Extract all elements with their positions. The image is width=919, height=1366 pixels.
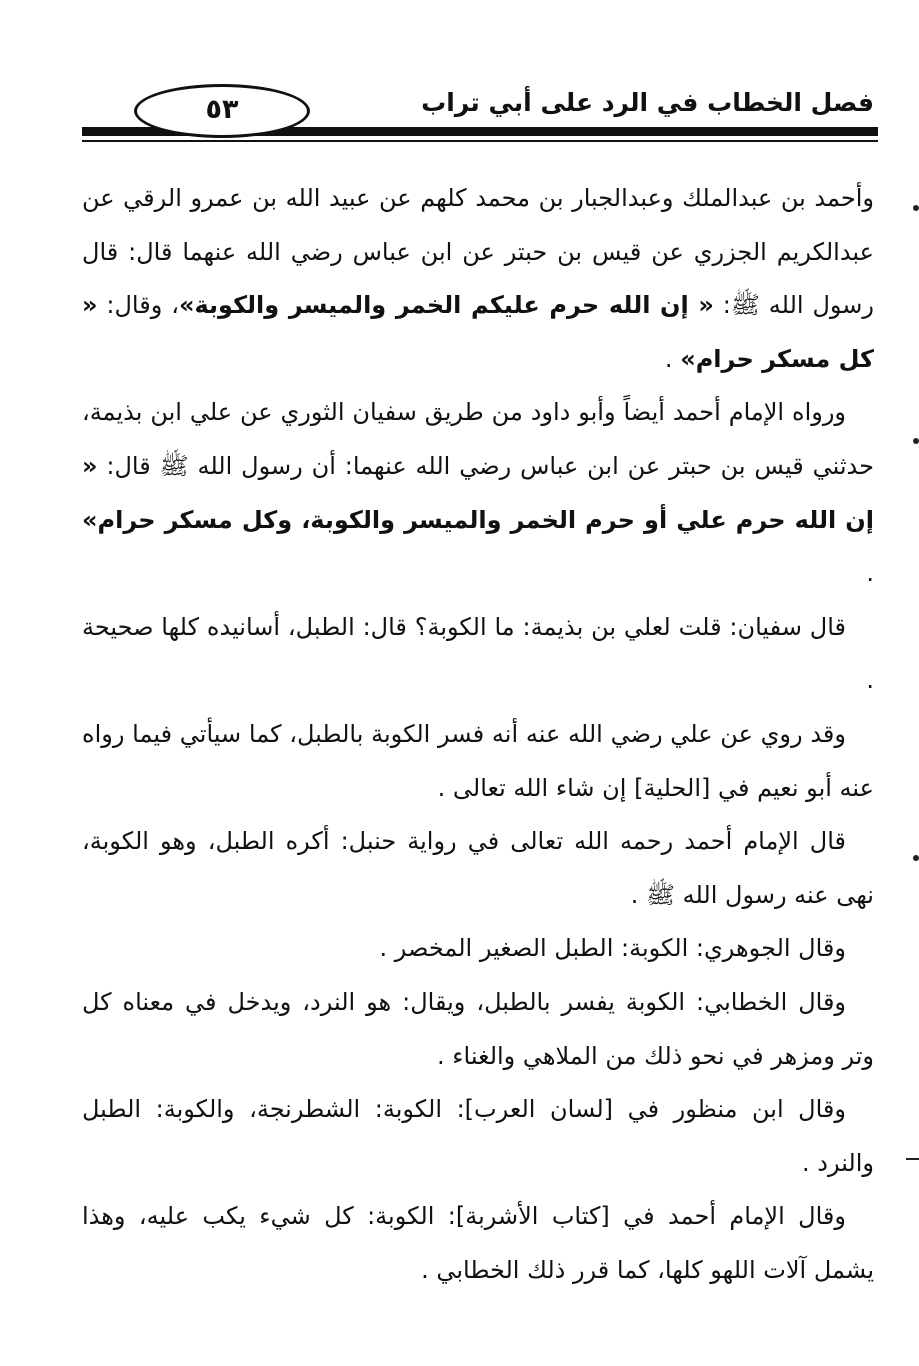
paragraph-3 bbox=[82, 601, 874, 708]
paragraph-text: وقال الإمام أحمد في [كتاب الأشربة]: الكوبة: كل شيء يكب عليه، وهذا يشمل آلات اللهو كلها، كما قرر ذلك الخطابي . bbox=[82, 1202, 874, 1284]
paragraph-text: ، وقال: bbox=[97, 291, 179, 320]
hadith-quote: « إن الله حرم عليكم الخمر والميسر والكوبة» bbox=[178, 291, 714, 320]
running-title: فصل الخطاب في الرد على أبي تراب bbox=[421, 88, 874, 117]
paragraph-text: وقد روي عن علي رضي الله عنه أنه فسر الكوبة بالطبل، كما سيأتي فيما رواه عنه أبو نعيم في [الحلية] إن شاء الله تعالى . bbox=[82, 719, 874, 802]
margin-mark bbox=[913, 205, 919, 211]
paragraph-6 bbox=[82, 922, 874, 976]
paragraph-text: . bbox=[664, 344, 681, 373]
paragraph-text: وأحمد بن عبدالملك وعبدالجبار بن محمد كلهم عن عبيد الله بن عمرو الرقي عن عبدالكريم الجزري عن قيس بن حبتر عن ابن عباس رضي الله عنهما قال: قال رسول الله ﷺ: bbox=[82, 184, 875, 320]
paragraph-text: وقال ابن منظور في [لسان العرب]: الكوبة: الشطرنجة، والكوبة: الطبل والنرد . bbox=[82, 1095, 874, 1177]
paragraph-text: قال الإمام أحمد رحمه الله تعالى في رواية حنبل: أكره الطبل، وهو الكوبة، نهى عنه رسول الله ﷺ . bbox=[82, 827, 874, 909]
paragraph-4 bbox=[82, 708, 874, 815]
paragraph-text: ورواه الإمام أحمد أيضاً وأبو داود من طريق سفيان الثوري عن علي ابن بذيمة، حدثني قيس بن حبتر عن ابن عباس رضي الله عنهما: أن رسول الله ﷺ قال: bbox=[82, 398, 874, 480]
margin-mark bbox=[913, 855, 919, 861]
page-number-oval bbox=[134, 84, 310, 138]
margin-mark bbox=[906, 1158, 919, 1160]
paragraph-2 bbox=[82, 386, 874, 600]
paragraph-text: وقال الجوهري: الكوبة: الطبل الصغير المخصر . bbox=[379, 934, 846, 963]
paragraph-7 bbox=[82, 976, 874, 1083]
hadith-quote: « إن الله حرم علي أو حرم الخمر والميسر والكوبة، وكل مسكر حرام» bbox=[82, 451, 874, 534]
paragraph-text: . bbox=[866, 559, 874, 588]
header-rule-thin bbox=[82, 140, 878, 142]
paragraph-text: قال سفيان: قلت لعلي بن بذيمة: ما الكوبة؟ قال: الطبل، أسانيده كلها صحيحة . bbox=[82, 612, 874, 695]
paragraph-1 bbox=[82, 172, 874, 386]
paragraph-9 bbox=[82, 1190, 874, 1297]
hadith-quote: « كل مسكر حرام» bbox=[82, 291, 874, 373]
paragraph-8 bbox=[82, 1083, 874, 1190]
page-number: ٥٣ bbox=[205, 94, 239, 125]
body-text bbox=[82, 172, 874, 1297]
page-header bbox=[82, 80, 878, 150]
paragraph-text: وقال الخطابي: الكوبة يفسر بالطبل، ويقال: هو النرد، ويدخل في معناه كل وتر ومزهر في نحو ذلك من الملاهي والغناء . bbox=[82, 987, 874, 1070]
margin-mark bbox=[913, 438, 919, 444]
paragraph-5 bbox=[82, 815, 874, 922]
